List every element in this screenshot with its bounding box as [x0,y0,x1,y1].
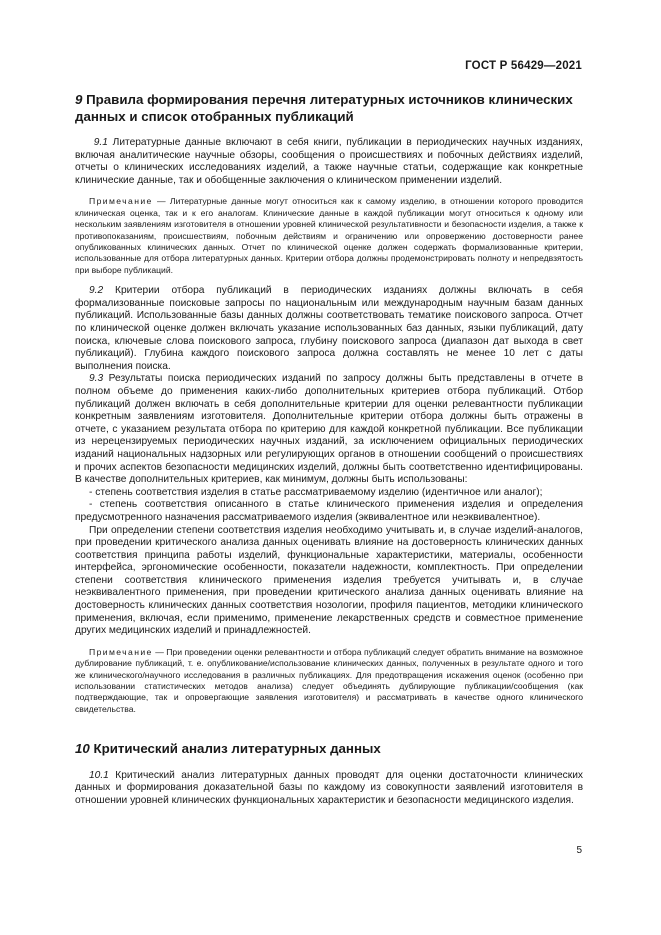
note-2 [75,647,583,715]
note-1 [75,196,583,276]
section-10-title: Критический анализ литературных данных [93,741,381,757]
paragraph-9-2 [75,285,583,373]
note-1-text: — Литературные данные могут относиться как к самому изделию, в отношении которого проводится клиническая оценка, так и к его аналогам. Клинические данные в каждой публикации могут относиться к одному или нескольким заявлениям изготовителя в отношении уровней клинической результативности и безопасности изделия, а также к противопоказаниям, происшествиям, побочным действиям и ограничению или опровержению достоверности ранее опубликованных клинических данных. Отчет по клинической оценке должен содержать формализованные критерии, использованные для отбора литературных данных. Критерии отбора должны продемонстрировать полноту и непредвзятость при выборе публикаций. [75,196,583,275]
paragraph-9-3-number: 9.3 [89,373,104,385]
paragraph-9-3-continued: При определении степени соответствия изделия необходимо учитывать и, в случае изделий-аналогов, при проведении критического анализа данных оценивать влияние на достоверность клинических данных соответствия принципа работы изделий, функциональные характеристики, материалы, особенности интерфейса, эргономические особенности, показатели надежности, комплектность. При определении степени соответствия клинического применения изделия требуется учитывать и, в случае неэквивалентного применения, при проведении критического анализа данных оценивать влияние на достоверность клинических данных соответствия нозологии, профиля пациентов, методики клинического применения, включая, если применимо, применение лекарственных средств и совместное применение других медицинских изделий и принадлежностей. [75,524,583,637]
paragraph-9-1-text: Литературные данные включают в себя книги, публикации в периодических научных изданиях, включая аналитические научные обзоры, сообщения о происшествиях и побочных действиях изделий, отчеты о клинических исследованиях изделий, а также научные статьи, содержащие как конкретные клинические данные, так и обобщенные заключения о клиническом применении изделий. [75,137,583,186]
section-9-number: 9 [75,92,83,107]
note-2-label: Примечание [89,646,153,657]
list-item-2: - степень соответствия описанного в статье клинического применения изделия и определения предусмотренного назначения рассматриваемого изделия (эквивалентное или неэквивалентное). [75,499,583,523]
paragraph-9-3 [75,373,583,486]
paragraph-10-1-text: Критический анализ литературных данных проводят для оценки достаточности клинических данных и формирования доказательной базы по каждому из совокупности заявлений изготовителя в отношении уровней клинических функциональных характеристик и безопасности медицинского изделия. [75,769,583,806]
paragraph-10-1 [75,770,583,808]
paragraph-10-1-number: 10.1 [89,769,109,781]
paragraph-9-2-number: 9.2 [89,285,104,297]
paragraph-9-1-number: 9.1 [93,137,108,148]
paragraph-9-3-text: Результаты поиска периодических изданий по запросу должны быть представлены в отчете в полном объеме до применения каких-либо дополнительных критериев отбора публикаций. Отбор публикаций должен включать в себя дополнительные критерии для оценки релевантности публикации конкретным заявлениям изготовителя. Дополнительные критерии отбора должны быть отражены в отчете, с указанием результата отбора по критерию для каждой конкретной публикации. Все публикации из нерецензируемых периодических научных изданий, за исключением официальных периодических изданий национальных надзорных или регулирующих органов в отношении сообщений о происшествиях и прочих аспектов безопасности медицинских изделий, должны быть соответственно идентифицированы. В качестве дополнительных критериев, как минимум, должны быть использованы: [75,373,583,486]
page-number: 5 [576,845,582,856]
section-10-number: 10 [75,741,90,757]
note-2-text: — При проведении оценки релевантности и отбора публикаций следует обратить внимание на возможное дублирование публикаций, т. е. опубликование/использование клинических данных, полученных в результате одного и того же клинического/научного исследования в различных публикациях. Для предотвращения искажения оценок (особенно при использовании статистических методов анализа) следует объединять дублирующие публикации/сообщения (как подтверждающие, так и опровергающие заявления изготовителя) и рассматривать в качестве одного клинического свидетельства. [75,646,583,714]
section-10-heading [75,741,583,758]
section-9-heading [75,92,583,125]
paragraph-9-2-text: Критерии отбора публикаций в периодических изданиях должны включать в себя формализованные поисковые запросы по национальным или международным научным базам данных публикаций. Использованные базы данных должны соответствовать тематике поискового запроса. Отчет по клинической оценке должен включать указание использованных баз данных, языки публикаций, дату поиска, ключевые слова поискового запроса, глубину поискового запроса (диапазон дат выхода в свет публикаций). Глубина каждого поискового запроса должна составлять не менее 10 лет с даты выполнения поиска. [75,285,583,372]
document-code: ГОСТ Р 56429—2021 [465,60,582,72]
paragraph-9-1 [75,137,583,187]
section-9-title: Правила формирования перечня литературных источников клинических данных и список отобранных публикаций [75,92,573,124]
page-content [75,92,583,808]
list-item-1: - степень соответствия изделия в статье рассматриваемому изделию (идентичное или аналог); [89,486,543,498]
note-1-label: Примечание [89,196,153,207]
